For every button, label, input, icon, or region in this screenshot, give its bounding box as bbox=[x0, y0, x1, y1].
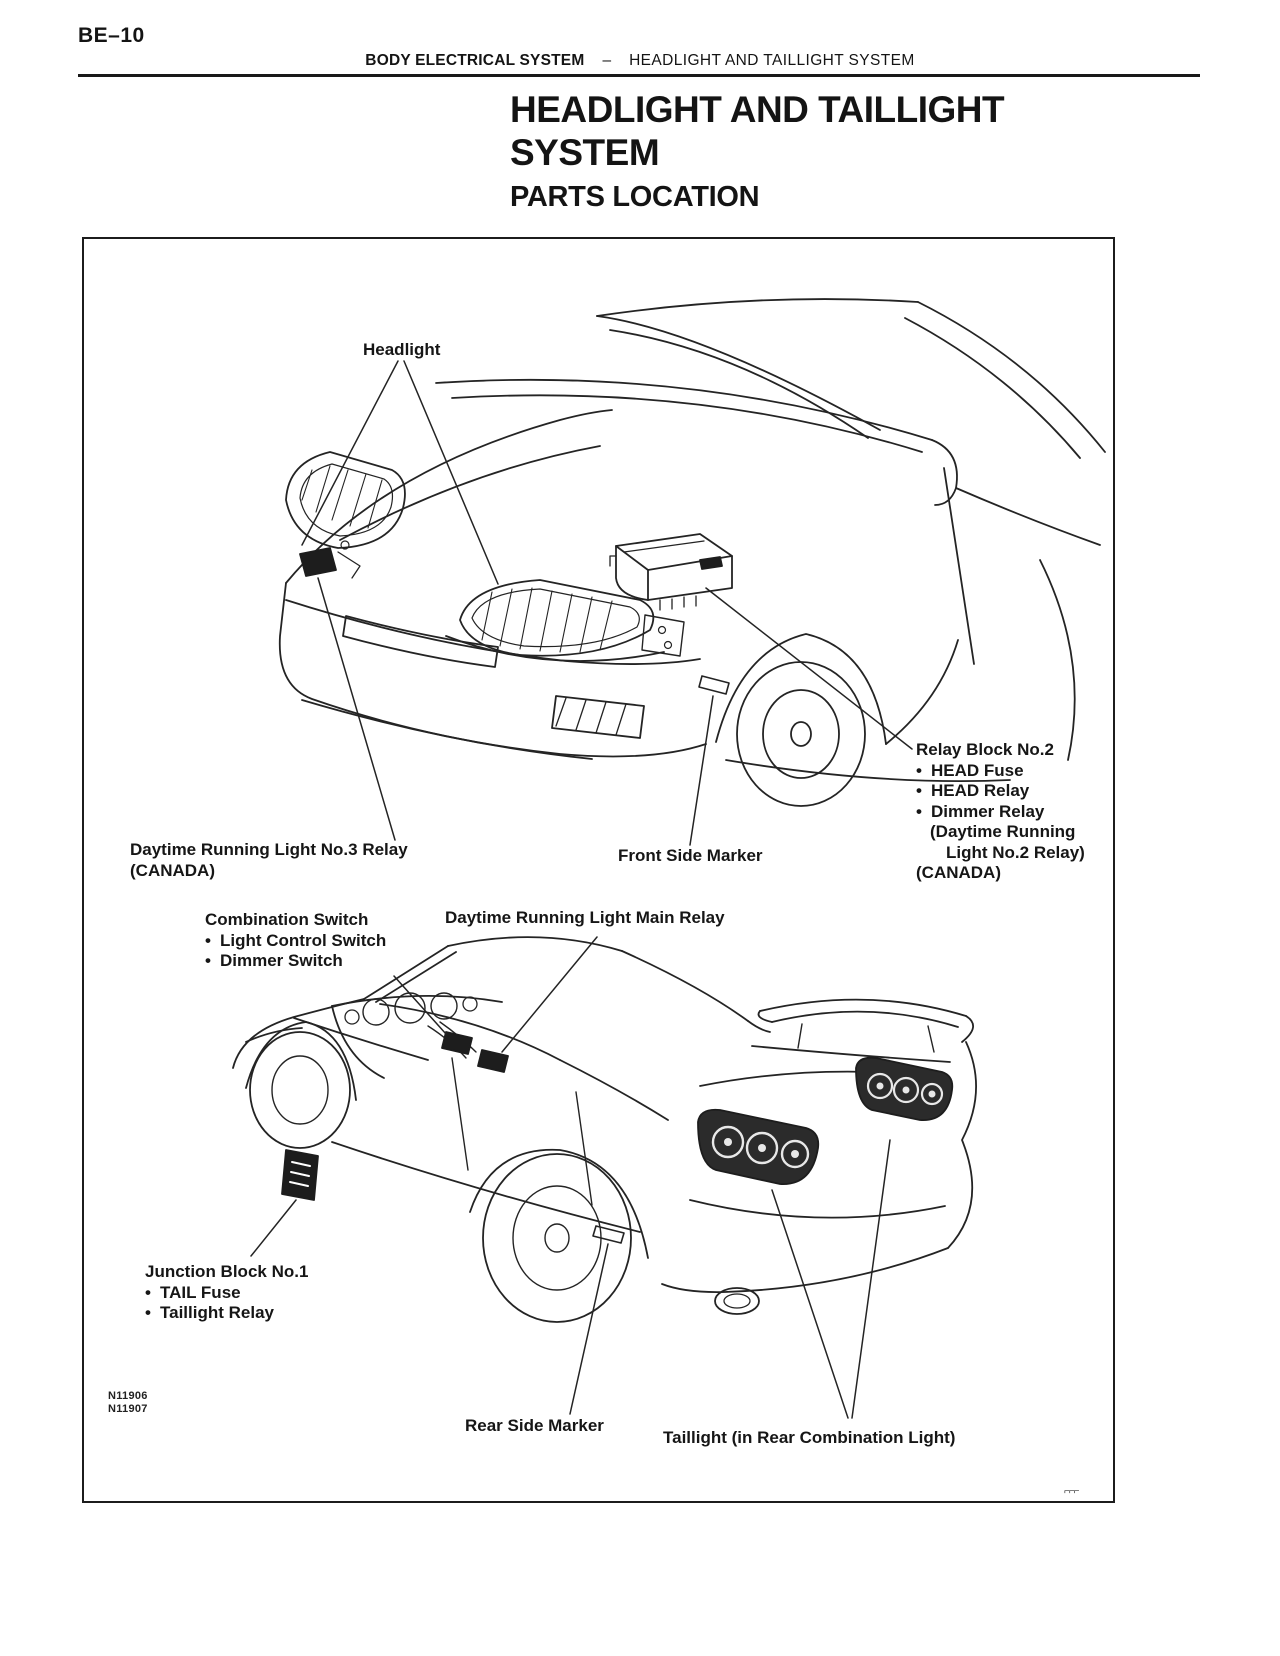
bullet-glyph: • bbox=[916, 801, 922, 821]
leader-taillight-left bbox=[772, 1190, 848, 1418]
corner-print-mark: ⌐⌐⌐ bbox=[1064, 1486, 1079, 1497]
label-relay-block-item bbox=[916, 781, 1085, 802]
label-combination-switch-item bbox=[205, 951, 386, 972]
label-junction-block-item bbox=[145, 1283, 308, 1304]
label-combination-switch-title: Combination Switch bbox=[205, 910, 369, 929]
figure-number-2: N11907 bbox=[108, 1402, 148, 1415]
rear-side-marker-part bbox=[593, 1226, 624, 1243]
running-header bbox=[0, 52, 1280, 70]
taillight-part bbox=[698, 1058, 952, 1184]
label-relay-block-item bbox=[916, 802, 1085, 823]
rear-spoiler bbox=[759, 1000, 974, 1052]
leader-junction-block bbox=[251, 1200, 296, 1256]
relay-block-no2-part bbox=[610, 534, 732, 610]
figure-numbers bbox=[108, 1390, 148, 1415]
bullet-glyph: • bbox=[145, 1282, 151, 1302]
label-drl-no3-relay bbox=[130, 840, 408, 881]
combination-switch-part bbox=[442, 1032, 472, 1054]
bullet-glyph: • bbox=[145, 1303, 151, 1322]
leader-rear-side-marker bbox=[570, 1244, 608, 1414]
bullet-glyph: • bbox=[916, 760, 922, 780]
label-relay-block-title: Relay Block No.2 bbox=[916, 740, 1054, 759]
leader-headlight-right bbox=[404, 361, 498, 584]
label-tail-fuse-text: TAIL Fuse bbox=[160, 1282, 241, 1302]
label-dimmer-switch-text: Dimmer Switch bbox=[220, 951, 343, 970]
title-block bbox=[510, 88, 1004, 214]
figure-number-1: N11906 bbox=[108, 1390, 148, 1402]
page-title-line1: HEADLIGHT AND TAILLIGHT bbox=[510, 89, 1005, 130]
headlight-part bbox=[460, 580, 684, 656]
label-relay-block-item2-text: HEAD Relay bbox=[931, 781, 1030, 800]
junction-block-part bbox=[282, 1150, 318, 1200]
label-front-side-marker: Front Side Marker bbox=[618, 846, 763, 865]
leader-combination-switch bbox=[394, 976, 446, 1034]
running-header-section: BODY ELECTRICAL SYSTEM bbox=[365, 52, 585, 69]
label-relay-block-note2: Light No.2 Relay) bbox=[946, 842, 1085, 862]
leader-drl-no3-relay bbox=[318, 578, 395, 840]
label-combination-switch bbox=[205, 910, 386, 972]
label-light-control-switch-text: Light Control Switch bbox=[220, 930, 387, 950]
label-relay-block-note1: (Daytime Running bbox=[930, 822, 1076, 841]
label-headlight: Headlight bbox=[363, 340, 441, 359]
page-number: BE–10 bbox=[78, 24, 145, 47]
label-drl-no3-relay-line1: Daytime Running Light No.3 Relay bbox=[130, 840, 408, 859]
leader-front-side-marker bbox=[690, 696, 713, 845]
label-relay-block-item bbox=[916, 761, 1085, 782]
page-title-line2: SYSTEM bbox=[510, 132, 660, 173]
label-relay-block-item3-text: Dimmer Relay bbox=[931, 801, 1045, 821]
label-combination-switch-item bbox=[205, 931, 386, 952]
bullet-glyph: • bbox=[916, 781, 922, 800]
running-header-dash: – bbox=[602, 52, 612, 69]
running-header-subsection: HEADLIGHT AND TAILLIGHT SYSTEM bbox=[629, 52, 915, 69]
bullet-glyph: • bbox=[205, 930, 211, 950]
dashboard-cutaway bbox=[332, 993, 502, 1078]
label-relay-block-item1-text: HEAD Fuse bbox=[931, 760, 1024, 780]
section-title: PARTS LOCATION bbox=[510, 181, 760, 213]
label-junction-block-item bbox=[145, 1303, 308, 1324]
label-taillight: Taillight (in Rear Combination Light) bbox=[663, 1428, 956, 1447]
label-taillight-relay-text: Taillight Relay bbox=[160, 1303, 274, 1322]
drl-main-relay-part bbox=[478, 1050, 508, 1072]
drl-no3-relay-part bbox=[300, 548, 336, 576]
leader-taillight-right bbox=[852, 1140, 890, 1418]
leader-drl-main-relay bbox=[502, 937, 597, 1052]
label-relay-block-no2 bbox=[916, 740, 1085, 884]
front-side-marker-part bbox=[699, 676, 729, 694]
bullet-glyph: • bbox=[205, 951, 211, 970]
label-rear-side-marker: Rear Side Marker bbox=[465, 1416, 604, 1435]
label-drl-main-relay: Daytime Running Light Main Relay bbox=[445, 908, 725, 927]
label-drl-no3-relay-line2: (CANADA) bbox=[130, 860, 215, 880]
label-junction-block-title: Junction Block No.1 bbox=[145, 1262, 309, 1281]
label-relay-block-note3: (CANADA) bbox=[916, 863, 1001, 882]
rear-car-drawing bbox=[233, 937, 976, 1418]
header-rule bbox=[78, 74, 1200, 77]
label-junction-block bbox=[145, 1262, 308, 1324]
